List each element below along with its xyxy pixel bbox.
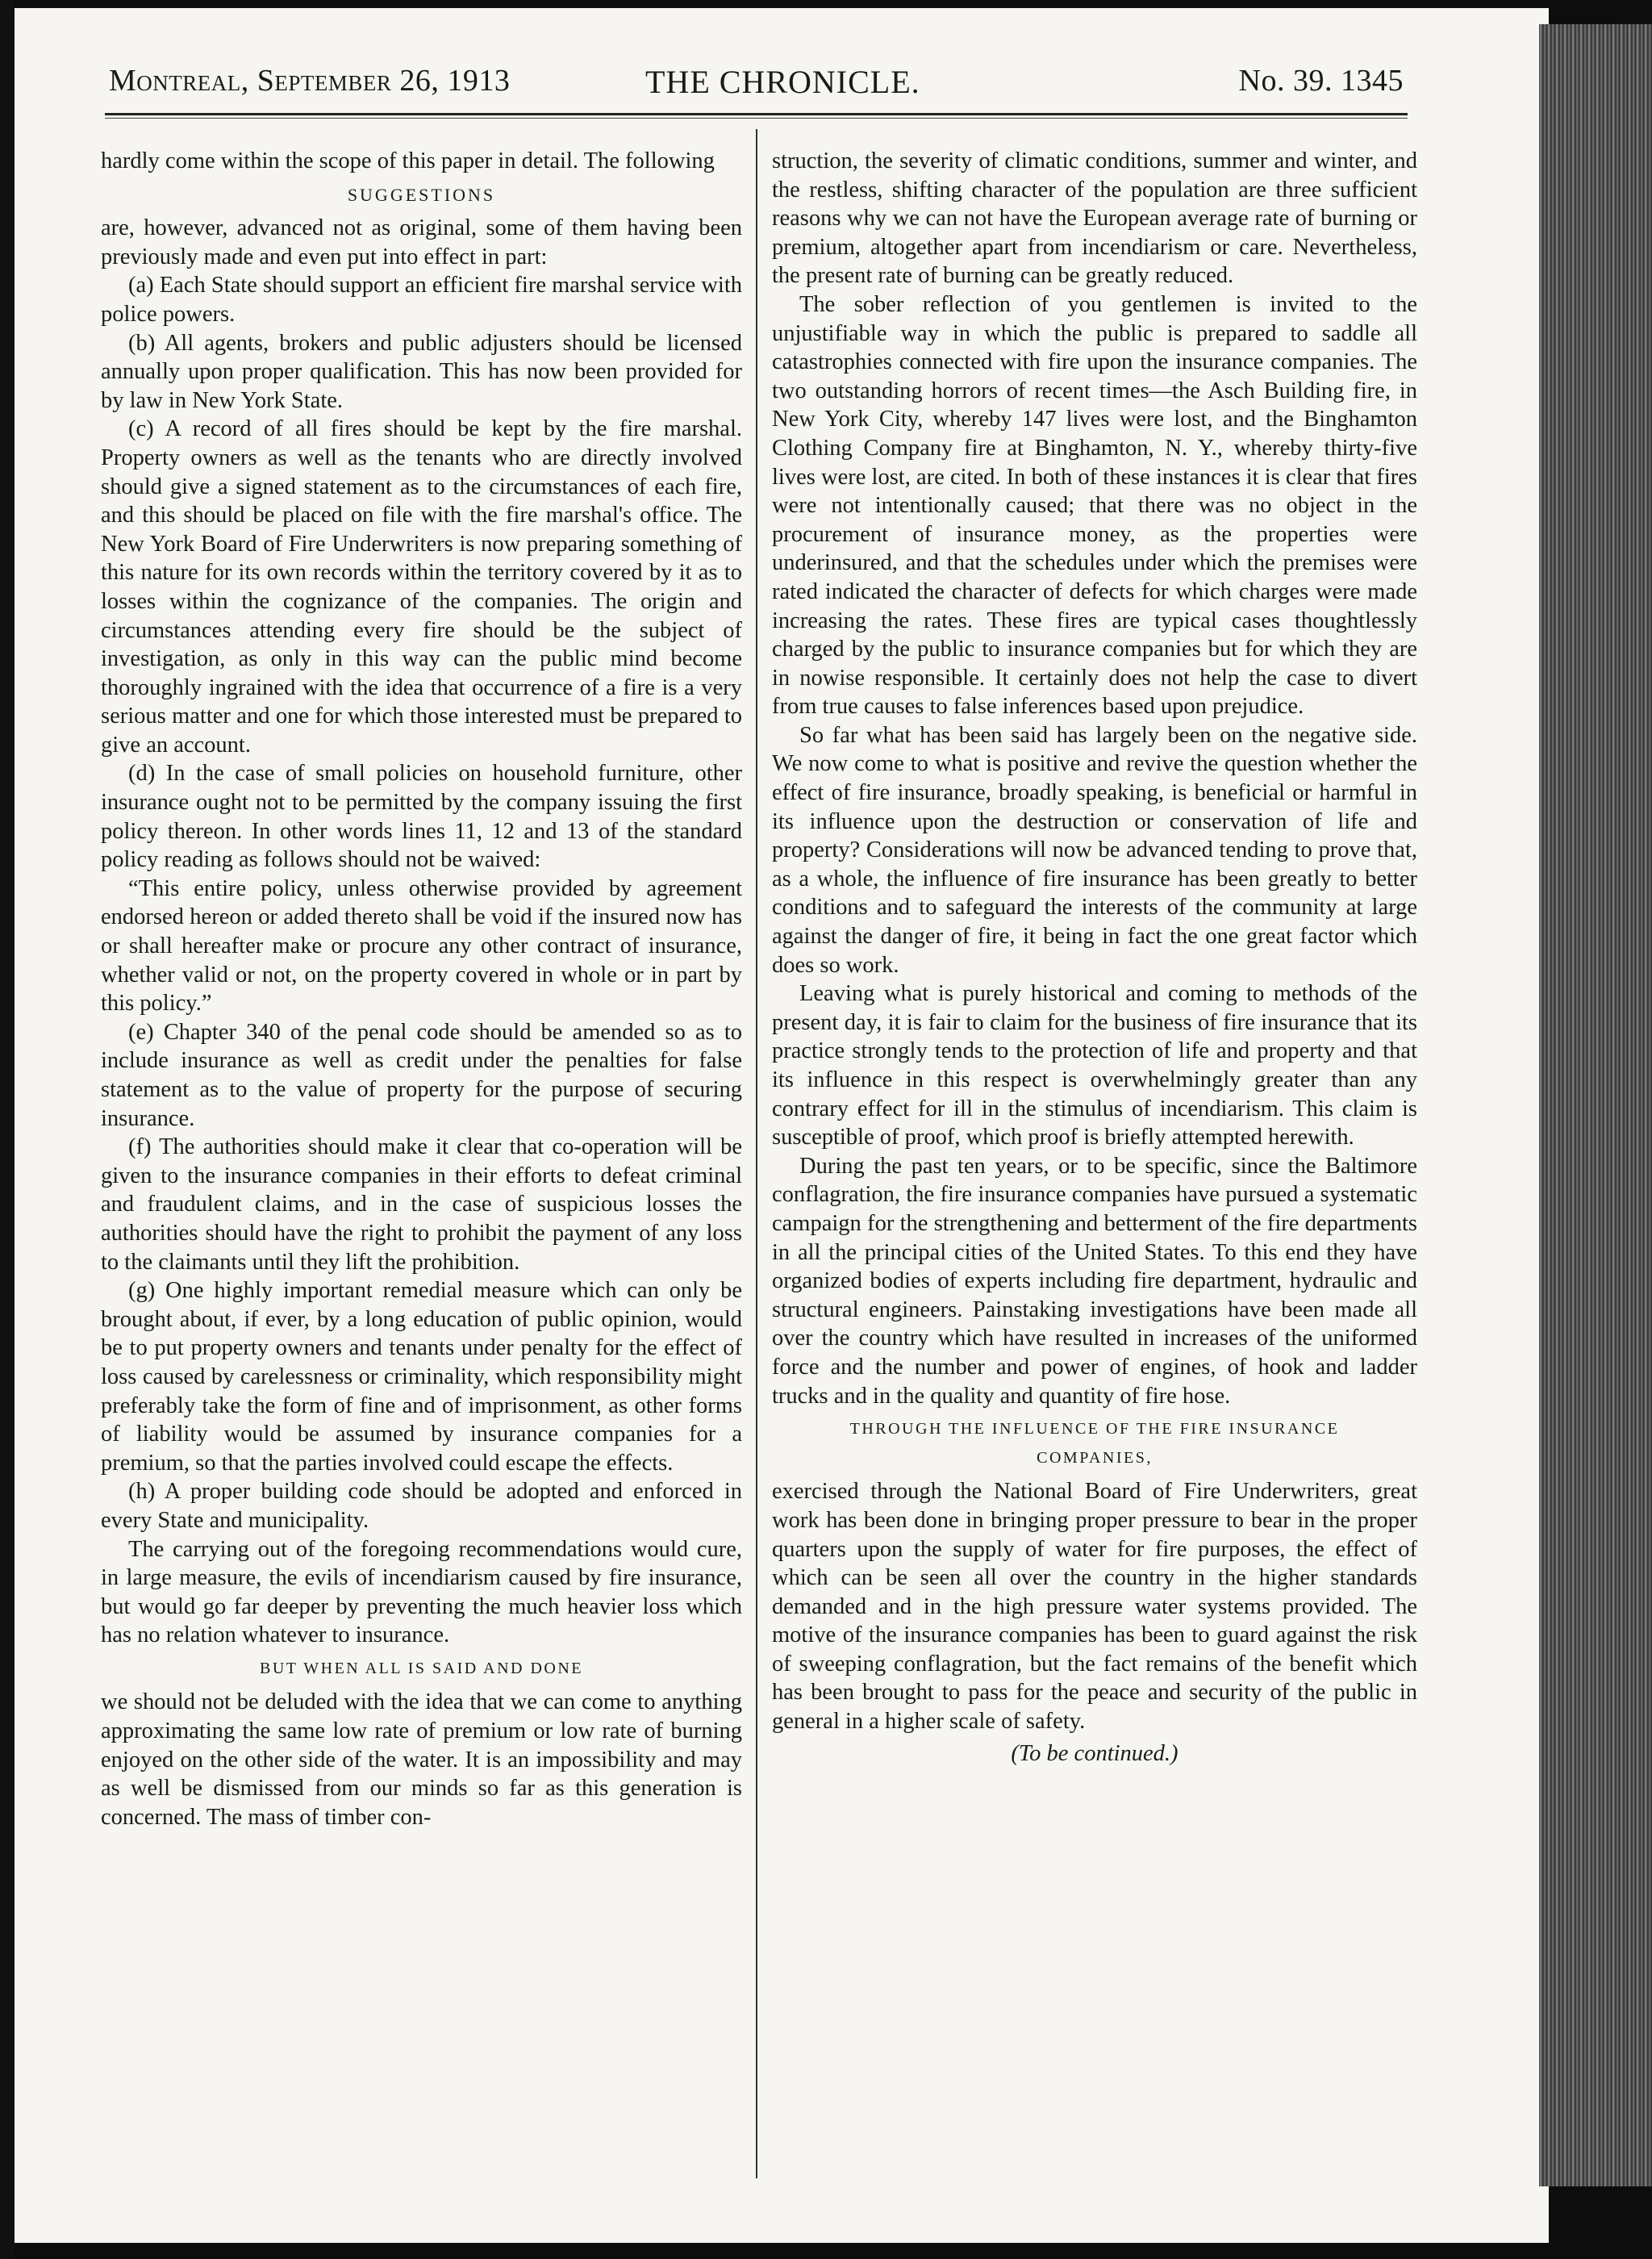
paragraph-suggestion-e: (e) Chapter 340 of the penal code should be amended so as to include insurance as well as credit under the penalties for false statement as to the value of property for the purpose of securing insurance. — [101, 1019, 742, 1131]
paragraph-suggestion-h: (h) A proper building code should be adopted and enforced in every State and municipality. — [101, 1479, 742, 1533]
paragraph-carrying-out: The carrying out of the foregoing recommendations would cure, in large measure, the evils of incendiarism caused by fire insurance, but would go far deeper by preventing the much heavier loss which has no relation whatever to insurance. — [101, 1536, 742, 1648]
header-rule-thin — [105, 118, 1408, 119]
header-rule — [105, 113, 1408, 115]
section-heading-suggestions: SUGGESTIONS — [347, 184, 496, 205]
paragraph-deluded: we should not be deluded with the idea that we can come to anything approximating the same low rate of premium or low rate of burning enjoyed on the other side of the water. It is an impossibility and may as well be dismissed from our minds so far as this generation is concerned. The mass of timber con- — [101, 1689, 742, 1830]
paragraph-construction: struction, the severity of climatic conditions, summer and winter, and the restless, shifting character of the population are three sufficient reasons why we can not have the European average rate of burning or premium, altogether apart from incendiarism or care. Nevertheless, the present rate of burning can be greatly reduced. — [772, 148, 1417, 289]
section-heading-said-and-done: BUT WHEN ALL IS SAID AND DONE — [259, 1659, 583, 1677]
scan-left-edge — [0, 0, 15, 2259]
paragraph-advanced: are, however, advanced not as original, some of them having been previously made and even put into effect in part: — [101, 215, 742, 269]
paragraph-during-past-ten-years: During the past ten years, or to be specific, since the Baltimore conflagration, the fire insurance companies have pursued a systematic campaign for the strengthening and betterment of the fire departments in all the principal cities of the United States. To this end they have organized bodies of experts including fire department, hydraulic and structural engineers. Painstaking investigations have been made all over the country which have resulted in increases of the uniformed force and the number and power of engines, of hook and ladder trucks and in the quality and quantity of fire hose. — [772, 1153, 1417, 1409]
paragraph-suggestion-g: (g) One highly important remedial measure which can only be brought about, if ever, by a long education of public opinion, would be to put property owners and tenants under penalty for the effect of loss caused by carelessness or criminality, which responsibility might preferably take the form of fine and of imprisonment, as other forms of liability would be assumed by insurance companies for a premium, so that the parties involved could escape the effects. — [101, 1278, 742, 1476]
paragraph-exercised: exercised through the National Board of Fire Underwriters, great work has been done in bringing proper pressure to bear in the proper quarters upon the supply of water for fire purposes, the effect of which can be seen all over the country in the higher standards demanded and in the high pressure water systems provided. The motive of the insurance companies has been to guard against the risk of sweeping conflagration, but the fact remains of the benefit which has been brought to pass for the peace and security of the public in general in a higher scale of safety. — [772, 1479, 1417, 1735]
section-heading-companies: COMPANIES, — [1037, 1448, 1153, 1467]
page-header — [109, 63, 1404, 111]
paragraph-suggestion-a: (a) Each State should support an efficient fire marshal service with police powers. — [101, 273, 742, 327]
header-masthead: THE CHRONICLE. — [645, 64, 920, 100]
paragraph-leaving-historical: Leaving what is purely historical and coming to methods of the present day, it is fair to claim for the business of fire insurance that its practice strongly tends to the protection of life and property and that its influence in this respect is overwhelmingly greater than any contrary effect for ill in the stimulus of incendiarism. This claim is susceptible of proof, which proof is briefly attempted herewith. — [772, 981, 1417, 1150]
book-page-edges — [1539, 24, 1652, 2186]
paragraph-suggestion-b: (b) All agents, brokers and public adjusters should be licensed annually upon proper qualification. This has now been provided for by law in New York State. — [101, 330, 742, 413]
section-heading-through-influence: THROUGH THE INFLUENCE OF THE FIRE INSURANCE — [849, 1420, 1340, 1438]
paragraph-so-far: So far what has been said has largely been on the negative side. We now come to what is positive and revive the question whether the effect of fire insurance, broadly speaking, is beneficial or harmful in its influence upon the destruction or conservation of life and property? Considerations will now be advanced tending to prove that, as a whole, the influence of fire insurance has been greatly to better conditions and to safeguard the interests of the community at large against the danger of fire, it being in fact the one great factor which does so work. — [772, 722, 1417, 978]
to-be-continued-note: (To be continued.) — [1011, 1740, 1179, 1766]
paragraph-suggestion-f: (f) The authorities should make it clear that co-operation will be given to the insurance companies in their efforts to defeat criminal and fraudulent claims, and in the case of suspicious losses the authorities should have the right to prohibit the payment of any loss to the claimants until they lift the prohibition. — [101, 1134, 742, 1275]
header-issue-page: No. 39. 1345 — [1238, 64, 1404, 98]
paragraph-suggestion-c: (c) A record of all fires should be kept by the fire marshal. Property owners as well as the tenants who are directly involved should give a signed statement as to the circumstances of each fire, and this should be placed on file with the fire marshal's office. The New York Board of Fire Underwriters is now preparing something of this nature for its own records within the territory covered by it as to losses within the cognizance of the companies. The origin and circumstances attending every fire should be the subject of investigation, as only in this way can the public mind become thoroughly ingrained with the idea that occurrence of a fire is a very serious matter and one for which those interested must be prepared to give an account. — [101, 416, 742, 758]
column-divider — [756, 129, 757, 2178]
paragraph-sober-reflection: The sober reflection of you gentlemen is invited to the unjustifiable way in which the public is prepared to saddle all catastrophies connected with fire upon the insurance companies. The two outstanding horrors of recent times—the Asch Building fire, in New York City, whereby 147 lives were lost, and the Binghamton Clothing Company fire at Binghamton, N. Y., whereby thirty-five lives were lost, are cited. In both of these instances it is clear that fires were not intentionally caused; that there was no object in the procurement of insurance money, as the properties were underinsured, and that the schedules under which the premises were rated indicated the character of defects for which charges were made increasing the rates. These fires are typical cases thoughtlessly charged by the public to insurance companies but for which they are in nowise responsible. It certainly does not help the case to divert from true causes to false inferences based upon prejudice. — [772, 291, 1417, 720]
header-dateline: Montreal, September 26, 1913 — [109, 64, 511, 98]
paragraph-policy-quote: “This entire policy, unless otherwise provided by agreement endorsed hereon or added thereto shall be void if the insured now has or shall hereafter make or procure any other contract of insurance, whether valid or not, on the property covered in whole or in part by this policy.” — [101, 875, 742, 1017]
left-column — [101, 147, 742, 1831]
paragraph-suggestion-d: (d) In the case of small policies on household furniture, other insurance ought not to be permitted by the company issuing the first policy thereon. In other words lines 11, 12 and 13 of the standard policy reading as follows should not be waived: — [101, 761, 742, 873]
paragraph-intro: hardly come within the scope of this paper in detail. The following — [101, 148, 715, 173]
right-column — [772, 147, 1417, 1768]
